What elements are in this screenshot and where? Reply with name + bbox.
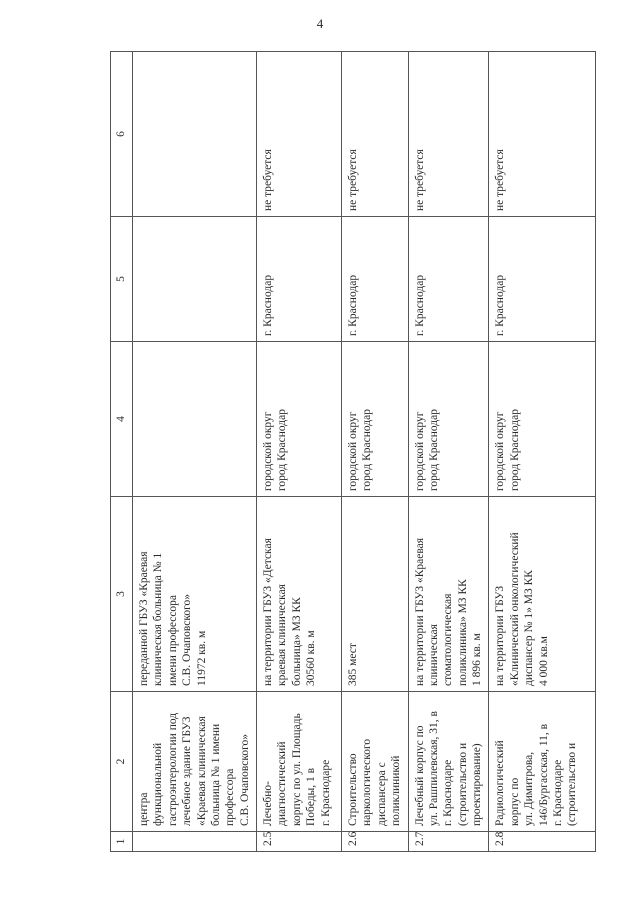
object-name-cell: Строительство наркологического диспансера с поликлиникой — [342, 692, 409, 832]
row-number: 2.7 — [408, 832, 489, 852]
location-cell: на территории ГБУЗ «Клинический онкологический диспансер № 1» МЗ КК 4 000 кв.м — [489, 497, 596, 692]
note-cell: не требуется — [489, 52, 596, 217]
table-header-row — [111, 52, 133, 852]
district-cell — [133, 342, 257, 497]
object-name-cell: центра функциональной гастроэнтерологии под лечебное здание ГБУЗ «Краевая клиническая больница № 1 имени профессора С.В. Очаповского» — [133, 692, 257, 832]
column-header: 2 — [111, 692, 133, 832]
rotated-table-container — [110, 52, 580, 852]
column-header: 1 — [111, 832, 133, 852]
settlement-cell: г. Краснодар — [257, 217, 342, 342]
row-number: 2.8 — [489, 832, 596, 852]
district-cell: городской округ город Краснодар — [489, 342, 596, 497]
location-cell: 385 мест — [342, 497, 409, 692]
note-cell — [133, 52, 257, 217]
district-cell: городской округ город Краснодар — [408, 342, 489, 497]
settlement-cell — [133, 217, 257, 342]
column-header: 5 — [111, 217, 133, 342]
location-cell: на территории ГБУЗ «Детская краевая клиническая больница» МЗ КК 30560 кв. м — [257, 497, 342, 692]
object-name-cell: Лечебно- диагностический корпус по ул. Площадь Победы, 1 в г. Краснодаре — [257, 692, 342, 832]
table-row — [342, 52, 409, 852]
column-header: 3 — [111, 497, 133, 692]
object-name-cell: Радиологический корпус по ул. Димитрова, 146/Бургасская, 11, в г. Краснодаре (строительство и — [489, 692, 596, 832]
note-cell: не требуется — [257, 52, 342, 217]
table-row — [489, 52, 596, 852]
data-table — [110, 51, 596, 852]
row-number: 2.6 — [342, 832, 409, 852]
page-number: 4 — [316, 16, 324, 31]
column-header: 6 — [111, 52, 133, 217]
location-cell: на территории ГБУЗ «Краевая клиническая стоматологическая поликлиника» МЗ КК 1 896 кв. м — [408, 497, 489, 692]
district-cell: городской округ город Краснодар — [257, 342, 342, 497]
table-row — [133, 52, 257, 852]
settlement-cell: г. Краснодар — [489, 217, 596, 342]
note-cell: не требуется — [342, 52, 409, 217]
row-number — [133, 832, 257, 852]
settlement-cell: г. Краснодар — [408, 217, 489, 342]
note-cell: не требуется — [408, 52, 489, 217]
settlement-cell: г. Краснодар — [342, 217, 409, 342]
table-row — [408, 52, 489, 852]
object-name-cell: Лечебный корпус по ул. Рашпилевская, 31, в г. Краснодаре (строительство и проектирование) — [408, 692, 489, 832]
row-number: 2.5 — [257, 832, 342, 852]
district-cell: городской округ город Краснодар — [342, 342, 409, 497]
location-cell: переданной ГБУЗ «Краевая клиническая больница № 1 имени профессора С.В. Очаповского» 11972 кв. м — [133, 497, 257, 692]
table-row — [257, 52, 342, 852]
column-header: 4 — [111, 342, 133, 497]
